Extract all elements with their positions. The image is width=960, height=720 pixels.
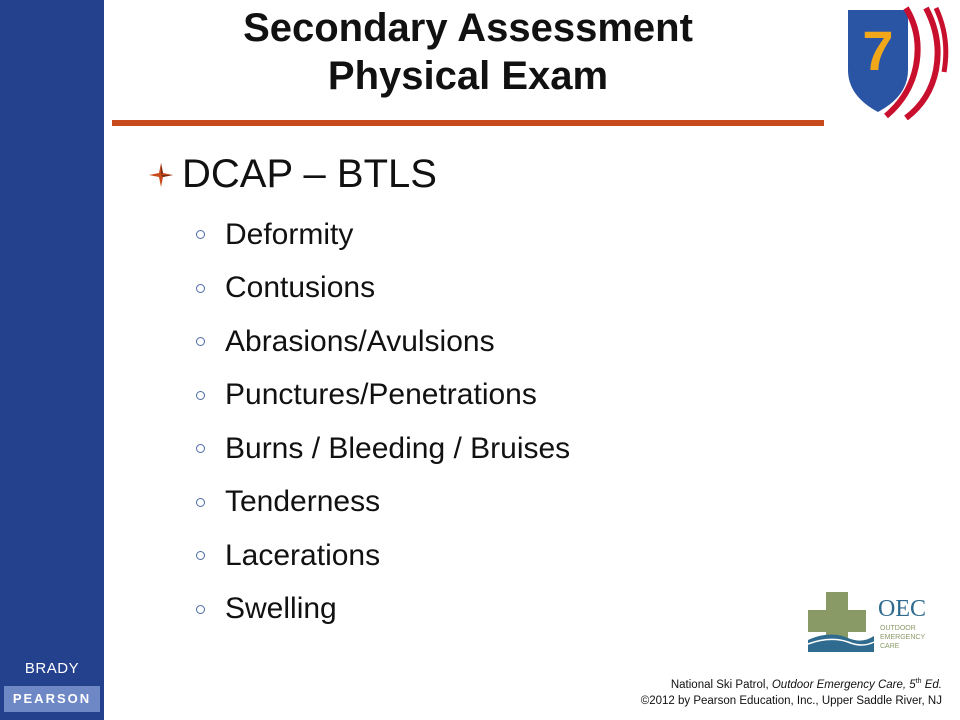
oec-word: OEC bbox=[878, 596, 926, 622]
list-item bbox=[194, 422, 570, 476]
main-bullet bbox=[148, 152, 437, 197]
oec-logo-icon bbox=[804, 584, 944, 664]
brady-logo: BRADY bbox=[24, 660, 80, 677]
footer-line-2: ©2012 by Pearson Education, Inc., Upper Saddle River, NJ bbox=[640, 694, 942, 707]
list-item-text: Burns / Bleeding / Bruises bbox=[225, 431, 571, 465]
circle-bullet-icon bbox=[196, 391, 205, 400]
main-bullet-text: DCAP – BTLS bbox=[182, 152, 437, 196]
circle-bullet-icon bbox=[196, 337, 205, 346]
list-item bbox=[194, 529, 570, 583]
sidebar bbox=[0, 0, 104, 720]
list-item bbox=[194, 208, 570, 262]
list-item bbox=[194, 476, 570, 530]
circle-bullet-icon bbox=[196, 444, 205, 453]
oec-line-1: OUTDOOR bbox=[880, 625, 916, 632]
chapter-badge-icon bbox=[836, 4, 952, 120]
slide-title bbox=[112, 4, 824, 100]
oec-line-3: CARE bbox=[880, 643, 900, 650]
list-item bbox=[194, 262, 570, 316]
list-item-text: Abrasions/Avulsions bbox=[225, 324, 495, 358]
pearson-logo: PEARSON bbox=[4, 686, 100, 712]
footer-edition-sup: th bbox=[915, 678, 922, 685]
list-item-text: Contusions bbox=[225, 271, 376, 305]
title-line-1: Secondary Assessment bbox=[243, 6, 693, 50]
circle-bullet-icon bbox=[196, 498, 205, 507]
footer-publisher: National Ski Patrol, bbox=[670, 678, 772, 691]
title-line-2: Physical Exam bbox=[327, 54, 609, 98]
list-item bbox=[194, 315, 570, 369]
circle-bullet-icon bbox=[196, 551, 205, 560]
badge-number: 7 bbox=[862, 19, 894, 82]
list-item-text: Lacerations bbox=[225, 538, 381, 572]
list-item-text: Tenderness bbox=[225, 485, 381, 519]
list-item-text: Punctures/Penetrations bbox=[225, 378, 537, 412]
copyright-footer bbox=[641, 674, 942, 709]
title-divider bbox=[112, 120, 824, 126]
list-item bbox=[194, 583, 570, 637]
compass-star-bullet-icon bbox=[148, 162, 174, 188]
circle-bullet-icon bbox=[196, 284, 205, 293]
list-item bbox=[194, 369, 570, 423]
footer-line-1 bbox=[641, 674, 942, 693]
circle-bullet-icon bbox=[196, 230, 205, 239]
oec-line-2: EMERGENCY bbox=[880, 634, 926, 641]
list-item-text: Deformity bbox=[225, 217, 354, 251]
footer-edition: Ed. bbox=[921, 678, 942, 691]
footer-book-title: Outdoor Emergency Care, 5 bbox=[771, 678, 916, 691]
circle-bullet-icon bbox=[196, 605, 205, 614]
sub-bullet-list bbox=[194, 208, 570, 636]
list-item-text: Swelling bbox=[225, 592, 337, 626]
